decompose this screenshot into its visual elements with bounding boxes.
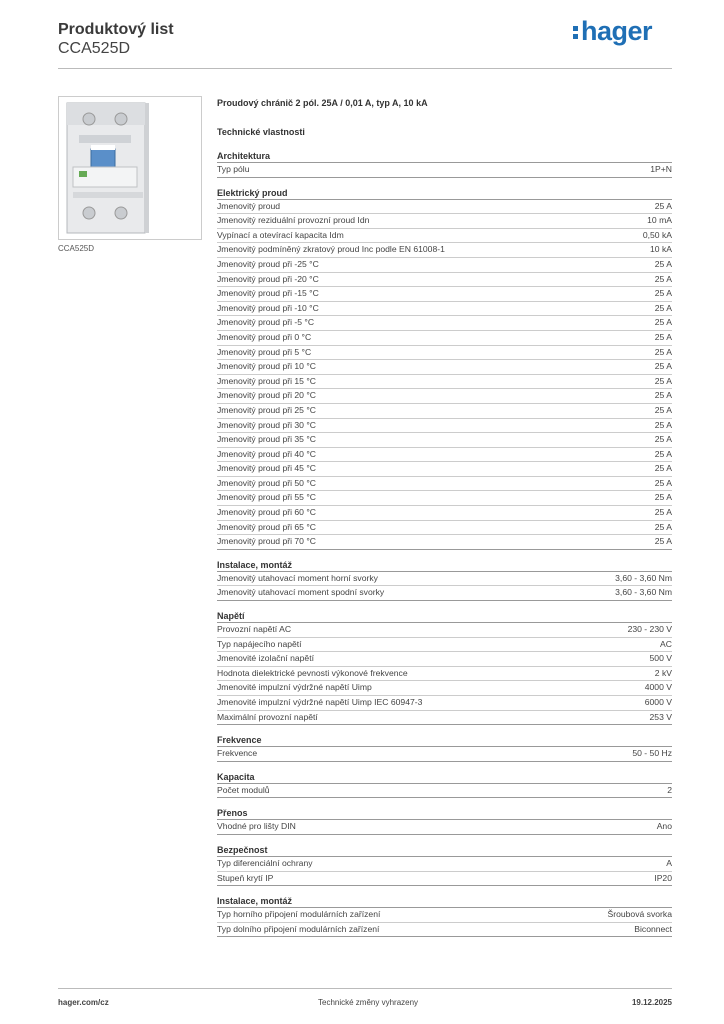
spec-value: A	[666, 857, 672, 868]
spec-label: Jmenovitý proud při -10 °C	[217, 302, 319, 313]
spec-value: 4000 V	[644, 682, 672, 693]
spec-value: 25 A	[654, 477, 672, 488]
spec-label: Typ horního připojení modulárních zařízení	[217, 909, 381, 920]
product-image	[58, 96, 202, 240]
spec-label: Vhodné pro lišty DIN	[217, 821, 296, 832]
spec-label: Počet modulů	[217, 784, 270, 795]
spec-label: Jmenovité impulzní výdržné napětí Uimp	[217, 682, 372, 693]
spec-section	[217, 150, 672, 178]
spec-value: 25 A	[654, 361, 672, 372]
spec-value: 3,60 - 3,60 Nm	[615, 572, 672, 583]
spec-value: 25 A	[654, 200, 672, 211]
spec-label: Jmenovitý proud při -5 °C	[217, 317, 315, 328]
rcd-device-icon	[59, 97, 201, 239]
spec-row	[217, 681, 672, 696]
spec-label: Jmenovitý proud při 55 °C	[217, 492, 316, 503]
spec-row	[217, 857, 672, 872]
spec-section	[217, 844, 672, 886]
spec-section	[217, 559, 672, 601]
spec-value: Šroubová svorka	[607, 909, 672, 920]
spec-row	[217, 302, 672, 317]
spec-row	[217, 572, 672, 587]
footer-date: 19.12.2025	[631, 998, 672, 1007]
spec-label: Jmenovitý utahovací moment spodní svorky	[217, 587, 385, 598]
footer-divider	[58, 988, 672, 989]
spec-row	[217, 923, 672, 938]
spec-label: Typ dolního připojení modulárních zařízení	[217, 923, 380, 934]
spec-row	[217, 389, 672, 404]
spec-label: Jmenovitý proud při 60 °C	[217, 507, 316, 518]
section-title: Elektrický proud	[217, 187, 672, 200]
spec-value: 0,50 kA	[642, 229, 672, 240]
spec-label: Jmenovitý reziduální provozní proud Idn	[217, 215, 370, 226]
spec-label: Jmenovitý proud při 0 °C	[217, 331, 312, 342]
spec-value: 25 A	[654, 404, 672, 415]
section-title: Bezpečnost	[217, 844, 672, 857]
spec-row	[217, 214, 672, 229]
spec-section	[217, 187, 672, 550]
spec-row	[217, 711, 672, 726]
spec-value: 25 A	[654, 507, 672, 518]
spec-label: Jmenovitý proud při 10 °C	[217, 361, 316, 372]
spec-label: Jmenovitý proud při 15 °C	[217, 375, 316, 386]
spec-value: 25 A	[654, 288, 672, 299]
spec-row	[217, 462, 672, 477]
spec-value: Biconnect	[634, 923, 672, 934]
spec-row	[217, 316, 672, 331]
spec-row	[217, 163, 672, 178]
spec-label: Maximální provozní napětí	[217, 711, 318, 722]
page-title: Produktový list	[58, 21, 174, 38]
spec-row	[217, 243, 672, 258]
spec-label: Jmenovitý proud při -25 °C	[217, 258, 319, 269]
section-title: Kapacita	[217, 771, 672, 784]
spec-value: 25 A	[654, 273, 672, 284]
spec-content	[217, 97, 672, 937]
spec-section	[217, 734, 672, 762]
spec-value: 25 A	[654, 536, 672, 547]
spec-row	[217, 331, 672, 346]
spec-row	[217, 521, 672, 536]
spec-value: 10 mA	[647, 215, 672, 226]
spec-value: 2 kV	[654, 667, 672, 678]
spec-row	[217, 375, 672, 390]
spec-label: Jmenovitý utahovací moment horní svorky	[217, 572, 378, 583]
spec-row	[217, 258, 672, 273]
spec-value: 230 - 230 V	[627, 624, 672, 635]
spec-label: Typ pólu	[217, 164, 250, 174]
spec-value: Ano	[656, 821, 672, 832]
spec-row	[217, 506, 672, 521]
spec-label: Jmenovitý proud při 50 °C	[217, 477, 316, 488]
spec-value: IP20	[654, 872, 672, 883]
spec-label: Jmenovitý proud	[217, 200, 281, 211]
spec-row	[217, 696, 672, 711]
spec-section	[217, 610, 672, 725]
spec-value: 25 A	[654, 258, 672, 269]
spec-row	[217, 535, 672, 550]
spec-sections	[217, 150, 672, 937]
spec-row	[217, 433, 672, 448]
footer-note: Technické změny vyhrazeny	[318, 998, 419, 1007]
spec-row	[217, 448, 672, 463]
spec-label: Jmenovitý proud při 30 °C	[217, 419, 316, 430]
spec-row	[217, 652, 672, 667]
spec-label: Jmenovité izolační napětí	[217, 653, 314, 664]
spec-label: Stupeň krytí IP	[217, 872, 274, 883]
spec-section	[217, 895, 672, 937]
section-title: Napětí	[217, 610, 672, 623]
spec-label: Jmenovitý proud při 40 °C	[217, 448, 316, 459]
spec-label: Frekvence	[217, 748, 258, 759]
section-title: Přenos	[217, 807, 672, 820]
spec-label: Jmenovitý proud při 45 °C	[217, 463, 316, 474]
spec-value: 25 A	[654, 434, 672, 445]
spec-value: 10 kA	[650, 244, 672, 255]
spec-row	[217, 346, 672, 361]
spec-label: Typ napájecího napětí	[217, 638, 302, 649]
spec-value: 25 A	[654, 521, 672, 532]
spec-row	[217, 586, 672, 601]
spec-section	[217, 807, 672, 835]
spec-value: 500 V	[649, 653, 672, 664]
spec-row	[217, 273, 672, 288]
section-title: Instalace, montáž	[217, 895, 672, 908]
spec-row	[217, 872, 672, 887]
spec-label: Jmenovitý proud při -20 °C	[217, 273, 319, 284]
spec-row	[217, 360, 672, 375]
spec-value: 3,60 - 3,60 Nm	[615, 587, 672, 598]
tech-title: Technické vlastnosti	[217, 127, 305, 137]
spec-label: Typ diferenciální ochrany	[217, 857, 313, 868]
spec-label: Jmenovitý proud při 70 °C	[217, 536, 316, 547]
spec-value: 25 A	[654, 390, 672, 401]
footer-website[interactable]: hager.com/cz	[58, 998, 109, 1007]
spec-value: 2	[667, 784, 672, 795]
spec-label: Provozní napětí AC	[217, 624, 292, 635]
spec-value: 1P+N	[650, 164, 672, 174]
spec-value: 25 A	[654, 375, 672, 386]
section-title: Instalace, montáž	[217, 559, 672, 572]
spec-value: AC	[660, 638, 672, 649]
spec-value: 25 A	[654, 419, 672, 430]
spec-value: 25 A	[654, 346, 672, 357]
spec-row	[217, 623, 672, 638]
spec-label: Jmenovitý proud při 25 °C	[217, 404, 316, 415]
spec-row	[217, 638, 672, 653]
spec-row	[217, 667, 672, 682]
spec-label: Jmenovitý proud při 20 °C	[217, 390, 316, 401]
spec-value: 50 - 50 Hz	[632, 748, 672, 759]
spec-row	[217, 477, 672, 492]
spec-value: 25 A	[654, 492, 672, 503]
logo-text: hager	[580, 16, 652, 46]
spec-row	[217, 491, 672, 506]
spec-row	[217, 908, 672, 923]
section-title: Architektura	[217, 150, 672, 163]
spec-row	[217, 200, 672, 215]
spec-row	[217, 747, 672, 762]
spec-label: Jmenovitý proud při 35 °C	[217, 434, 316, 445]
spec-row	[217, 404, 672, 419]
spec-value: 25 A	[654, 302, 672, 313]
section-title: Frekvence	[217, 734, 672, 747]
spec-row	[217, 820, 672, 835]
spec-value: 25 A	[654, 331, 672, 342]
spec-value: 25 A	[654, 463, 672, 474]
spec-row	[217, 229, 672, 244]
spec-row	[217, 287, 672, 302]
logo-dots-icon	[573, 23, 579, 42]
spec-label: Jmenovitý proud při 5 °C	[217, 346, 312, 357]
spec-row	[217, 784, 672, 799]
product-description: Proudový chránič 2 pól. 25A / 0,01 A, typ A, 10 kA	[217, 98, 428, 108]
product-code: CCA525D	[58, 40, 131, 57]
spec-value: 25 A	[654, 448, 672, 459]
spec-label: Jmenovitý proud při -15 °C	[217, 288, 319, 299]
spec-label: Jmenovité impulzní výdržné napětí Uimp IEC 60947-3	[217, 697, 423, 707]
spec-label: Hodnota dielektrické pevnosti výkonové frekvence	[217, 667, 408, 678]
spec-row	[217, 419, 672, 434]
spec-value: 253 V	[649, 711, 672, 722]
page-header	[58, 20, 174, 58]
spec-value: 25 A	[654, 317, 672, 328]
spec-label: Jmenovitý podmíněný zkratový proud Inc podle EN 61008-1	[217, 244, 445, 255]
spec-label: Vypínací a otevírací kapacita Idm	[217, 229, 344, 240]
hager-logo	[573, 16, 652, 47]
image-caption: CCA525D	[58, 244, 95, 253]
spec-label: Jmenovitý proud při 65 °C	[217, 521, 316, 532]
spec-section	[217, 771, 672, 799]
spec-value: 6000 V	[644, 697, 672, 707]
header-divider	[58, 68, 672, 69]
